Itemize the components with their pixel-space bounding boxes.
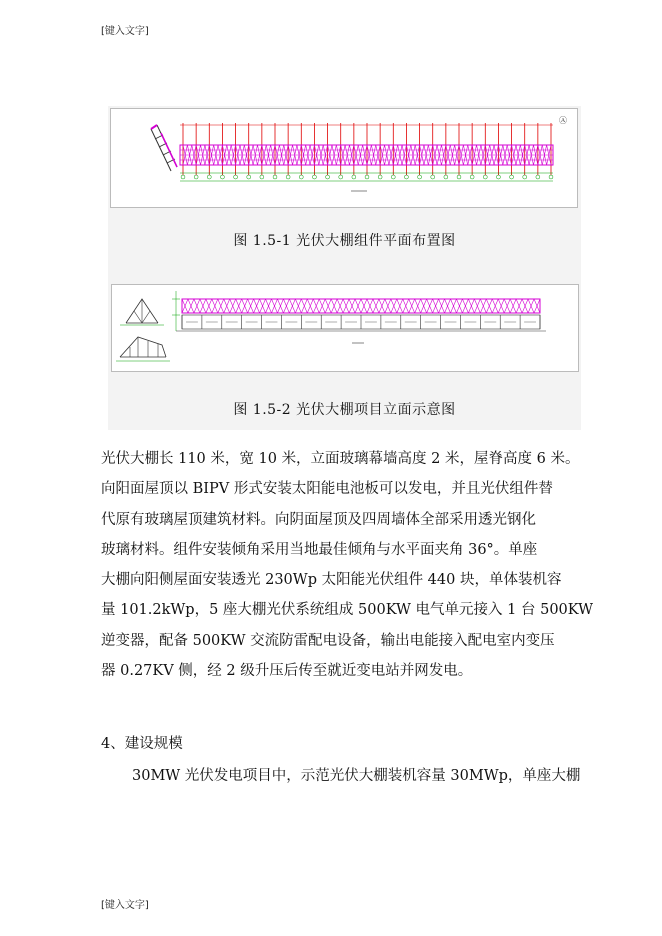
elevation-drawing (111, 284, 579, 372)
plan-drawing (110, 108, 578, 208)
axis-bubble (523, 175, 527, 179)
axis-bubble (431, 175, 435, 179)
section-heading: 4、建设规模 (101, 736, 183, 752)
axis-bubble (404, 175, 408, 179)
axis-bubble (549, 175, 553, 179)
paragraph-line: 向阳面屋顶以 BIPV 形式安装太阳能电池板可以发电，并且光伏组件替 (101, 481, 553, 498)
axis-bubble (286, 175, 290, 179)
truss-sketch (151, 125, 177, 171)
axis-bubble (181, 175, 185, 179)
plan-panels (180, 145, 553, 165)
plan-layout-svg (111, 109, 577, 207)
axis-bubble (207, 175, 211, 179)
axis-bubble (391, 175, 395, 179)
elevation-svg (112, 285, 578, 371)
axis-bubble (260, 175, 264, 179)
elevation-panels (182, 299, 540, 313)
elevation-truss-bottom (116, 337, 170, 361)
figure-2 (108, 282, 581, 430)
figure-2-caption: 图 1.5-2 光伏大棚项目立面示意图 (233, 402, 456, 418)
paragraph-line: 逆变器，配备 500KW 交流防雷配电设备，输出电能接入配电室内变压 (101, 632, 555, 649)
axis-bubble (444, 175, 448, 179)
plan-dimensions (180, 173, 553, 191)
axis-bubble (220, 175, 224, 179)
axis-bubble (378, 175, 382, 179)
axis-bubble (483, 175, 487, 179)
axis-bubble (418, 175, 422, 179)
axis-bubble (273, 175, 277, 179)
axis-bubble (496, 175, 500, 179)
axis-bubble (194, 175, 198, 179)
axis-bubble (326, 175, 330, 179)
plan-gridlines (180, 123, 553, 175)
paragraph-line: 大棚向阳侧屋面安装透光 230Wp 太阳能光伏组件 440 块，单体装机容 (101, 572, 562, 589)
elevation-walls (182, 315, 540, 329)
axis-bubble (536, 175, 540, 179)
axis-bubble (339, 175, 343, 179)
axis-bubble (470, 175, 474, 179)
axis-bubble (457, 175, 461, 179)
page-header: [键入文字] (101, 26, 149, 37)
paragraph-line: 代原有玻璃屋顶建筑材料。向阴面屋顶及四周墙体全部采用透光钢化 (101, 511, 536, 528)
axis-bubble (234, 175, 238, 179)
paragraph-line: 光伏大棚长 110 米，宽 10 米，立面玻璃幕墙高度 2 米，屋脊高度 6 米。 (101, 451, 580, 467)
axis-bubble (247, 175, 251, 179)
section-text: 30MW 光伏发电项目中，示范光伏大棚装机容量 30MWp，单座大棚 (132, 768, 581, 784)
axis-bubble (365, 175, 369, 179)
paragraph-line: 玻璃材料。组件安装倾角采用当地最佳倾角与水平面夹角 36°。单座 (101, 541, 538, 558)
elevation-truss-top (120, 299, 164, 325)
axis-bubble (510, 175, 514, 179)
axis-bubble (352, 175, 356, 179)
axis-bubble (312, 175, 316, 179)
figure-1-caption: 图 1.5-1 光伏大棚组件平面布置图 (233, 233, 456, 249)
axis-marker: Ⓐ (559, 116, 567, 125)
body-paragraph (101, 444, 591, 686)
paragraph-line: 器 0.27KV 侧，经 2 级升压后传至就近变电站并网发电。 (101, 663, 473, 680)
paragraph-line: 量 101.2kWp，5 座大棚光伏系统组成 500KW 电气单元接入 1 台 500KW (101, 602, 593, 619)
page-footer: [键入文字] (101, 900, 149, 911)
axis-bubble (299, 175, 303, 179)
